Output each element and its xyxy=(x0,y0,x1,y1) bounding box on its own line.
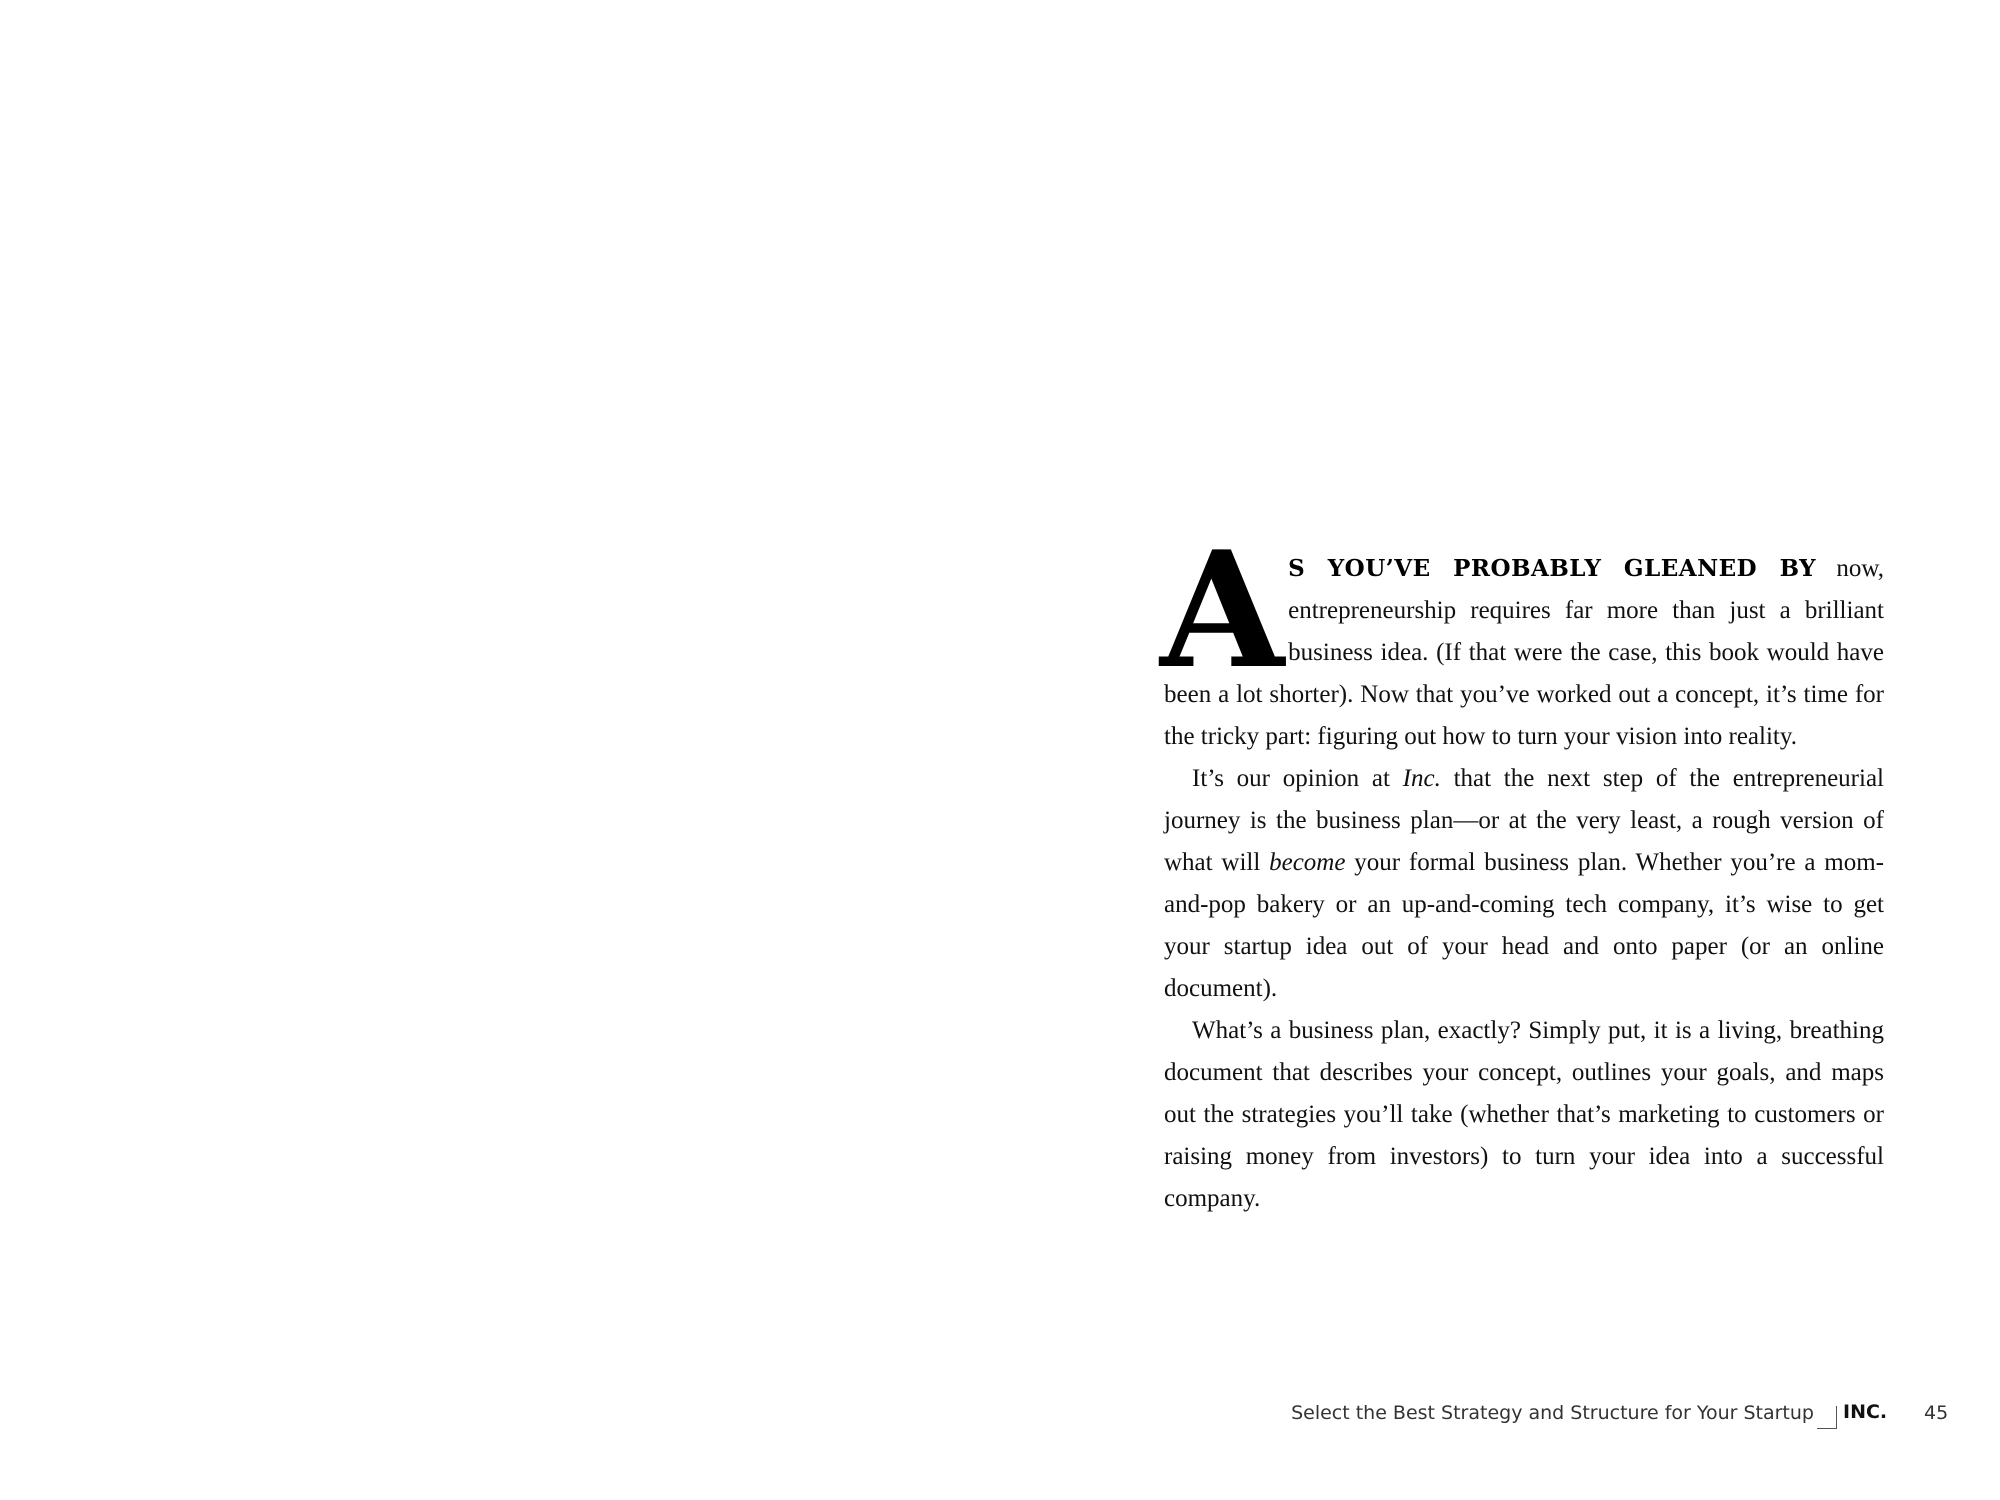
footer-brand-logo: INC. xyxy=(1843,1401,1888,1423)
paragraph-2-end: your formal business plan. Whether you’re a mom-and-pop bakery or an up-and-coming tech company, it’s wise to get your startup idea out of your head and onto paper (or an online document). xyxy=(1164,849,1884,1002)
paragraph-3: What’s a business plan, exactly? Simply put, it is a living, breathing document that describes your concept, outlines your goals, and maps out the strategies you’ll take (whether that’s marketing to customers or raising money from investors) to turn your idea into a successful company. xyxy=(1164,1017,1884,1212)
paragraph-1 xyxy=(1160,516,1884,758)
body-text xyxy=(1160,516,1884,1220)
page-footer xyxy=(1291,1398,1950,1434)
lead-in: S YOU’VE PROBABLY GLEANED BY xyxy=(1288,555,1817,582)
paragraph-2-mid: that the next step of the entrepreneurial journey is the business plan—or at the very least, a rough version of what will xyxy=(1164,765,1884,876)
footer-section-title: Select the Best Strategy and Structure for Your Startup xyxy=(1291,1402,1814,1424)
inc-italic: Inc. xyxy=(1402,765,1441,792)
paragraph-1-text: now, entrepreneurship requires far more than just a brilliant business idea. (If that were the case, this book would have been a lot shorter). Now that you’ve worked out a concept, it’s time for the tricky part: figuring out how to turn your vision into reality. xyxy=(1164,555,1884,750)
drop-cap: A xyxy=(1160,516,1285,704)
paragraph-2 xyxy=(1164,758,1884,1010)
paragraph-2-start: It’s our opinion at xyxy=(1192,765,1403,792)
become-italic: become xyxy=(1269,849,1346,876)
footer-divider xyxy=(1817,1406,1837,1429)
page-number: 45 xyxy=(1924,1402,1949,1424)
